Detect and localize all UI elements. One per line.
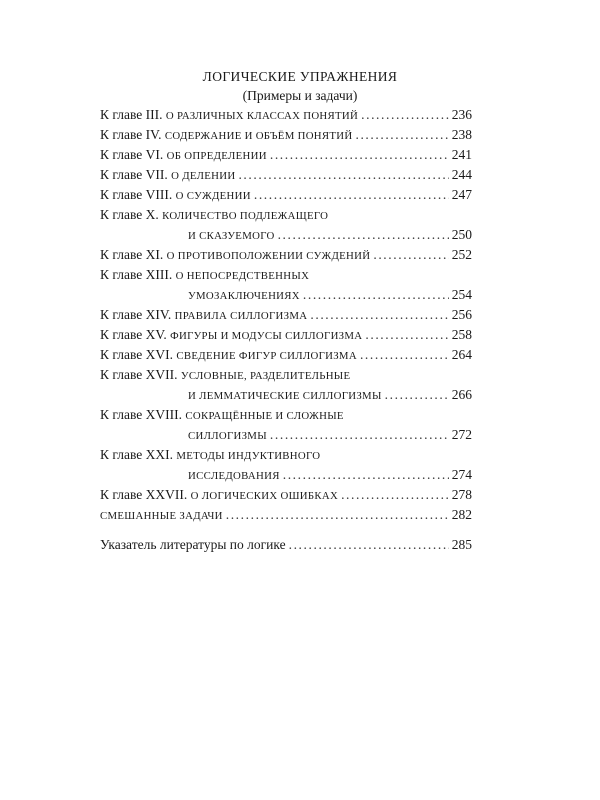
toc-entry-heading: О СУЖДЕНИИ [175, 190, 251, 202]
leader-dots [341, 486, 449, 505]
toc-entry-title [100, 206, 328, 226]
toc-chapter-ref: К главе XIV. [100, 307, 172, 322]
toc-entry-title [100, 246, 370, 266]
toc-entry[interactable] [100, 126, 472, 146]
leader-dots [310, 306, 448, 325]
toc-entry-title [100, 166, 235, 186]
toc-entry-heading: СМЕШАННЫЕ ЗАДАЧИ [100, 510, 223, 522]
toc-page-number: 238 [451, 127, 472, 142]
toc-entry[interactable] [100, 406, 472, 426]
toc-chapter-ref: К главе VII. [100, 167, 168, 182]
toc-page-number: 285 [451, 536, 472, 552]
toc-entry-heading: О НЕПОСРЕДСТВЕННЫХ [175, 270, 310, 282]
toc-entry-bibliography[interactable] [100, 536, 472, 555]
toc-entry-continuation[interactable] [100, 426, 472, 446]
leader-dots [373, 246, 448, 265]
toc-entry-heading-continued: И СКАЗУЕМОГО [188, 230, 275, 242]
toc-page-number: 266 [451, 387, 472, 402]
toc-entry-heading: СВЕДЕНИЕ ФИГУР СИЛЛОГИЗМА [176, 350, 357, 362]
toc-entry-continuation[interactable] [100, 226, 472, 246]
leader-dots [226, 506, 449, 525]
toc-entry-title [100, 186, 251, 206]
leader-dots [385, 386, 449, 405]
toc-entry[interactable] [100, 206, 472, 226]
toc-entry-title [100, 106, 358, 126]
section-subtitle: (Примеры и задачи) [242, 88, 358, 103]
toc-entry-heading-continued: И ЛЕММАТИЧЕСКИЕ СИЛЛОГИЗМЫ [188, 390, 382, 402]
toc-chapter-ref: К главе III. [100, 107, 163, 122]
toc-entry-title [100, 486, 338, 506]
toc-entry-title [100, 126, 352, 146]
leader-dots [303, 286, 449, 305]
toc-chapter-ref: К главе XIII. [100, 267, 173, 282]
leader-dots [270, 426, 449, 445]
toc-entry-heading: СОДЕРЖАНИЕ И ОБЪЁМ ПОНЯТИЙ [164, 130, 353, 142]
toc-page-number: 254 [451, 287, 472, 302]
toc-page-number: 241 [451, 147, 472, 162]
toc-page-number: 250 [451, 227, 472, 242]
toc-entry-title [100, 346, 357, 366]
toc-entry[interactable] [100, 306, 472, 326]
toc-entry[interactable] [100, 506, 472, 526]
toc-chapter-ref: К главе XXVII. [100, 487, 188, 502]
toc-entry[interactable] [100, 106, 472, 126]
toc-entry-title [100, 146, 267, 166]
leader-dots [360, 346, 449, 365]
toc-entry-heading: СОКРАЩЁННЫЕ И СЛОЖНЫЕ [185, 410, 344, 422]
toc-entry-continuation[interactable] [100, 466, 472, 486]
toc-entry[interactable] [100, 246, 472, 266]
toc-entry-title [100, 406, 344, 426]
section-title: ЛОГИЧЕСКИЕ УПРАЖНЕНИЯ [202, 69, 398, 84]
leader-dots [278, 226, 449, 245]
toc-entry[interactable] [100, 266, 472, 286]
toc-page-number: 256 [451, 307, 472, 322]
toc-entry-heading-continued: УМОЗАКЛЮЧЕНИЯХ [188, 290, 300, 302]
leader-dots [254, 186, 449, 205]
toc-entry-title [100, 266, 309, 286]
toc-entry[interactable] [100, 366, 472, 386]
toc-entry-title: Указатель литературы по логике [100, 536, 286, 552]
toc-chapter-ref: К главе XXI. [100, 447, 173, 462]
toc-chapter-ref: К главе XVIII. [100, 407, 182, 422]
toc-page-number: 236 [451, 107, 472, 122]
toc-entry-title [100, 366, 350, 386]
toc-chapter-ref: К главе XI. [100, 247, 164, 262]
leader-dots [270, 146, 449, 165]
toc-entry[interactable] [100, 166, 472, 186]
leader-dots [283, 466, 449, 485]
leader-dots [289, 536, 449, 555]
leader-dots [361, 106, 449, 125]
toc-page-number: 274 [451, 467, 472, 482]
toc-chapter-ref: К главе IV. [100, 127, 162, 142]
toc-page-number: 264 [451, 347, 472, 362]
toc-entry-heading: КОЛИЧЕСТВО ПОДЛЕЖАЩЕГО [162, 210, 329, 222]
toc-page-number: 278 [451, 487, 472, 502]
toc-page-number: 282 [451, 507, 472, 522]
toc-page-number: 252 [451, 247, 472, 262]
toc-page-number: 247 [451, 187, 472, 202]
toc-entry-heading: ОБ ОПРЕДЕЛЕНИИ [166, 150, 267, 162]
toc-entry-heading: ПРАВИЛА СИЛЛОГИЗМА [174, 310, 308, 322]
leader-dots [238, 166, 448, 185]
table-of-contents [100, 106, 472, 555]
toc-entry-title [100, 446, 320, 466]
toc-entry-title [100, 306, 307, 326]
toc-entry-heading: ФИГУРЫ И МОДУСЫ СИЛЛОГИЗМА [170, 330, 363, 342]
toc-entry[interactable] [100, 346, 472, 366]
toc-chapter-ref: К главе X. [100, 207, 159, 222]
toc-entry-heading: О ДЕЛЕНИИ [171, 170, 236, 182]
toc-page-number: 244 [451, 167, 472, 182]
toc-entry[interactable] [100, 446, 472, 466]
toc-chapter-ref: К главе VI. [100, 147, 164, 162]
toc-entry-heading-continued: СИЛЛОГИЗМЫ [188, 430, 267, 442]
toc-page-number: 272 [451, 427, 472, 442]
toc-entry[interactable] [100, 486, 472, 506]
toc-entry-continuation[interactable] [100, 286, 472, 306]
toc-chapter-ref: К главе XVI. [100, 347, 173, 362]
leader-dots [355, 126, 448, 145]
toc-entry[interactable] [100, 186, 472, 206]
toc-entry-title [100, 506, 223, 526]
toc-entry-heading: О РАЗЛИЧНЫХ КЛАССАХ ПОНЯТИЙ [165, 110, 359, 122]
toc-entry-title [100, 326, 362, 346]
leader-dots [365, 326, 448, 345]
toc-entry-continuation[interactable] [100, 386, 472, 406]
toc-entry-heading-continued: ИССЛЕДОВАНИЯ [188, 470, 280, 482]
toc-chapter-ref: К главе XV. [100, 327, 167, 342]
toc-entry[interactable] [100, 326, 472, 346]
toc-entry-heading: О ПРОТИВОПОЛОЖЕНИИ СУЖДЕНИЙ [166, 250, 371, 262]
toc-entry-heading: УСЛОВНЫЕ, РАЗДЕЛИТЕЛЬНЫЕ [180, 370, 351, 382]
toc-entry-heading: МЕТОДЫ ИНДУКТИВНОГО [176, 450, 321, 462]
toc-entry[interactable] [100, 146, 472, 166]
toc-entry-heading: О ЛОГИЧЕСКИХ ОШИБКАХ [190, 490, 339, 502]
toc-chapter-ref: К главе VIII. [100, 187, 173, 202]
toc-page-number: 258 [451, 327, 472, 342]
toc-chapter-ref: К главе XVII. [100, 367, 178, 382]
